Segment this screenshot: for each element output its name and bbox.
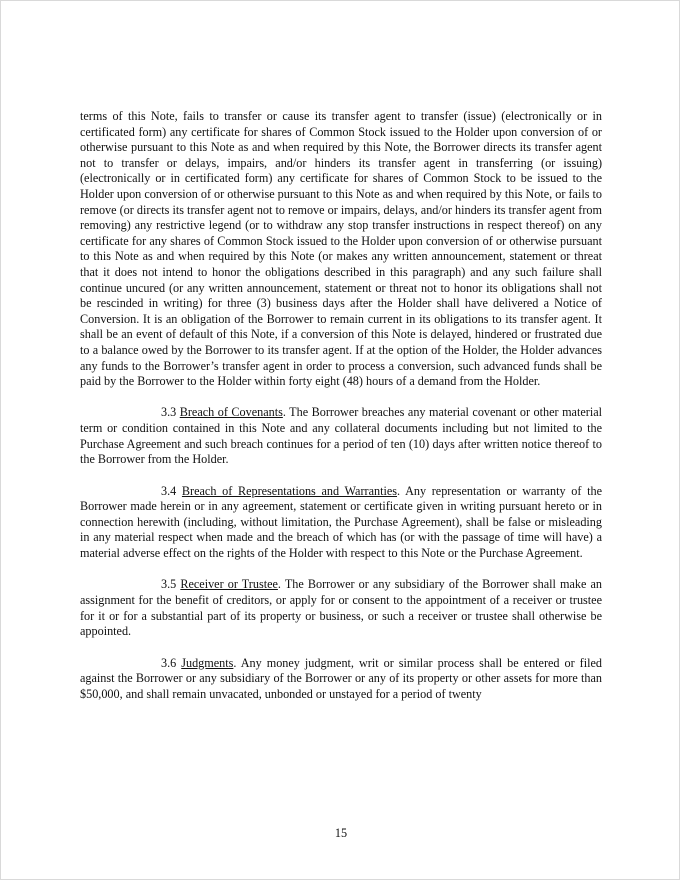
section-3-3 bbox=[80, 405, 602, 467]
section-3-4 bbox=[80, 484, 602, 562]
section-number: 3.6 bbox=[161, 655, 177, 670]
document-body bbox=[80, 109, 602, 718]
section-title: Breach of Covenants bbox=[179, 405, 283, 420]
paragraph-text: . The Borrower breaches any material covenant or other material term or condition contained in this Note and any collateral documents including but not limited to the Purchase Agreement and such breach continues for a period of ten (10) days after written notice thereof to the Borrower from the Holder. bbox=[80, 405, 603, 467]
section-title: Judgments bbox=[181, 655, 234, 670]
section-3-5 bbox=[80, 577, 602, 639]
section-title: Receiver or Trustee bbox=[180, 577, 278, 592]
section-title: Breach of Representations and Warranties bbox=[181, 483, 398, 498]
section-number: 3.5 bbox=[161, 577, 177, 592]
section-number: 3.4 bbox=[161, 483, 177, 498]
paragraph-text: . Any representation or warranty of the Borrower made herein or in any agreement, statement or certificate given in writing pursuant hereto or in connection herewith (including, without limitation, the Purchase Agreement), shall be false or misleading in any material respect when made and the breach of which has (or with the passage of time will have) a material adverse effect on the rights of the Holder with respect to this Note or the Purchase Agreement. bbox=[80, 483, 602, 561]
paragraph-text: . Any money judgment, writ or similar process shall be entered or filed against the Borrower or any subsidiary of the Borrower or any of its property or other assets for more than $50,000, and shall remain unvacated, unbonded or unstayed for a period of twenty bbox=[80, 655, 602, 701]
section-number: 3.3 bbox=[161, 405, 177, 420]
paragraph-text: . The Borrower or any subsidiary of the Borrower shall make an assignment for the benefit of creditors, or apply for or consent to the appointment of a receiver or trustee for it or for a substantial part of its property or business, or such a receiver or trustee shall otherwise be appointed. bbox=[80, 577, 602, 639]
page-number: 15 bbox=[334, 826, 348, 840]
paragraph-continued bbox=[80, 109, 602, 390]
section-3-6 bbox=[80, 656, 602, 703]
paragraph-text: terms of this Note, fails to transfer or cause its transfer agent to transfer (issue) (electronically or in certificated form) any certificate for shares of Common Stock issued to the Holder upon conversion of or otherwise pursuant to this Note as and when required by this Note, the Borrower directs its transfer agent not to transfer or delays, impairs, and/or hinders its transfer agent in transferring (or issuing) (electronically or in certificated form) any certificate for shares of Common Stock to be issued to the Holder upon conversion of or otherwise pursuant to this Note as and when required by this Note, or fails to remove (or directs its transfer agent not to remove or impairs, delays, and/or hinders its transfer agent from removing) any restrictive legend (or to withdraw any stop transfer instructions in respect thereof) on any certificate for any shares of Common Stock issued to the Holder upon conversion of or otherwise pursuant to this Note as and when required by this Note (or makes any written announcement, statement or threat that it does not intend to honor the obligations described in this paragraph) and any such failure shall continue uncured (or any written announcement, statement or threat not to honor its obligations shall not be rescinded in writing) for three (3) business days after the Holder shall have delivered a Notice of Conversion. It is an obligation of the Borrower to remain current in its obligations to its transfer agent. It shall be an event of default of this Note, if a conversion of this Note is delayed, hindered or frustrated due to a balance owed by the Borrower to its transfer agent. If at the option of the Holder, the Holder advances any funds to the Borrower’s transfer agent in order to process a conversion, such advanced funds shall be paid by the Borrower to the Holder within forty eight (48) hours of a demand from the Holder. bbox=[80, 109, 602, 389]
